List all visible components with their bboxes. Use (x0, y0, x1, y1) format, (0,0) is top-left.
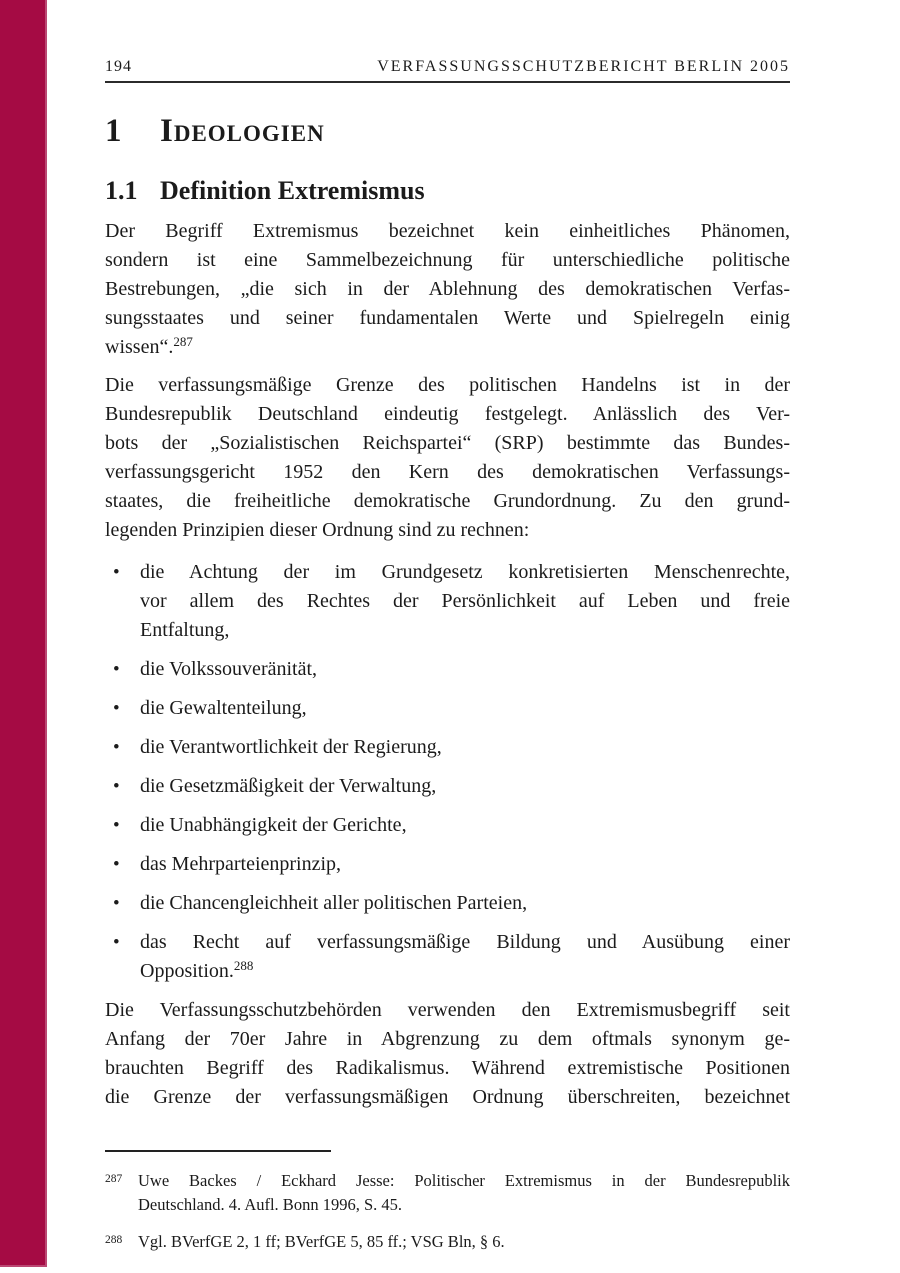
bullet-icon: • (113, 562, 120, 583)
list-item (105, 889, 790, 918)
list-item (105, 928, 790, 986)
list-item (105, 733, 790, 762)
text-line: Deutschland. 4. Aufl. Bonn 1996, S. 45. (138, 1195, 402, 1214)
list-item (105, 772, 790, 801)
footnote-text (138, 1230, 790, 1254)
text-line: das Recht auf verfassungsmäßige Bildung und Ausübung einer (140, 931, 790, 953)
list-item-text (140, 655, 790, 684)
body-content (105, 217, 790, 1112)
subsection-number: 1.1 (105, 176, 138, 205)
text-line: die Unabhängigkeit der Gerichte, (140, 814, 407, 836)
list-item (105, 558, 790, 645)
list-item (105, 811, 790, 840)
page-header (105, 58, 790, 83)
list-item-text (140, 889, 790, 918)
bullet-icon: • (113, 932, 120, 953)
list-item-text (140, 772, 790, 801)
text-line: Die verfassungsmäßige Grenze des politischen Handelns ist in der (105, 374, 790, 396)
list-item (105, 694, 790, 723)
bullet-icon: • (113, 698, 120, 719)
text-line: bots der „Sozialistischen Reichspartei“ (SRP) bestimmte das Bundes- (105, 432, 790, 454)
footnote-area (105, 1150, 790, 1254)
bullet-icon: • (113, 815, 120, 836)
footnote-text (138, 1169, 790, 1217)
running-header-title: VERFASSUNGSSCHUTZBERICHT BERLIN 2005 (377, 58, 790, 75)
text-line: wissen“.$^{287}$ (105, 334, 193, 358)
list-item-text (140, 558, 790, 645)
text-line: die Achtung der im Grundgesetz konkretisierten Menschenrechte, (140, 561, 790, 583)
text-line: die Grenze der verfassungsmäßigen Ordnung überschreiten, bezeichnet (105, 1086, 790, 1108)
text-line: die Volkssouveränität, (140, 658, 318, 680)
bullet-icon: • (113, 737, 120, 758)
footnote-reference: 287 (173, 334, 193, 349)
text-line: Die Verfassungsschutzbehörden verwenden den Extremismusbegriff seit (105, 999, 790, 1021)
section-title: Ideologien (160, 113, 325, 149)
text-line: Uwe Backes / Eckhard Jesse: Politischer Extremismus in der Bundesrepublik (138, 1171, 790, 1190)
footnote-marker: 288 (105, 1234, 123, 1246)
list-item-text (140, 928, 790, 986)
text-line: vor allem des Rechtes der Persönlichkeit auf Leben und freie (140, 590, 790, 612)
text-line: Vgl. BVerfGE 2, 1 ff; BVerfGE 5, 85 ff.; VSG Bln, § 6. (138, 1232, 505, 1251)
list-item-text (140, 811, 790, 840)
text-line: die Verantwortlichkeit der Regierung, (140, 736, 442, 758)
page-number: 194 (105, 58, 132, 75)
subsection-heading (105, 176, 790, 206)
text-line: verfassungsgericht 1952 den Kern des demokratischen Verfassungs- (105, 461, 790, 483)
text-line: die Gewaltenteilung, (140, 697, 307, 719)
paragraph (105, 217, 790, 362)
text-line: Anfang der 70er Jahre in Abgrenzung zu dem oftmals synonym ge- (105, 1028, 790, 1050)
footnote (105, 1169, 790, 1217)
bullet-list (105, 558, 790, 986)
bullet-icon: • (113, 854, 120, 875)
list-item-text (140, 850, 790, 879)
text-line: die Chancengleichheit aller politischen Parteien, (140, 892, 528, 914)
section-number: 1 (105, 113, 122, 149)
list-item-text (140, 694, 790, 723)
list-item (105, 850, 790, 879)
text-line: Der Begriff Extremismus bezeichnet kein einheitliches Phänomen, (105, 220, 790, 242)
text-line: Bestrebungen, „die sich in der Ablehnung des demokratischen Verfas- (105, 278, 790, 300)
list-item (105, 655, 790, 684)
text-line: Opposition.$^{288}$ (140, 958, 254, 982)
bullet-icon: • (113, 893, 120, 914)
footnote (105, 1230, 790, 1254)
text-line: Entfaltung, (140, 619, 230, 641)
footnote-separator-rule (105, 1150, 331, 1152)
text-line: legenden Prinzipien dieser Ordnung sind zu rechnen: (105, 519, 530, 541)
footnote-reference: 288 (233, 958, 254, 973)
text-line: das Mehrparteienprinzip, (140, 853, 342, 875)
section-heading (105, 113, 790, 149)
subsection-title: Definition Extremismus (160, 176, 425, 205)
footnote-marker: 287 (105, 1173, 123, 1185)
bullet-icon: • (113, 776, 120, 797)
text-line: sungsstaates und seiner fundamentalen Werte und Spielregeln einig (105, 307, 790, 329)
text-line: brauchten Begriff des Radikalismus. Während extremistische Positionen (105, 1057, 790, 1079)
text-line: Bundesrepublik Deutschland eindeutig festgelegt. Anlässlich des Ver- (105, 403, 790, 425)
paragraph (105, 371, 790, 545)
bullet-icon: • (113, 659, 120, 680)
text-line: sondern ist eine Sammelbezeichnung für unterschiedliche politische (105, 249, 790, 271)
paragraph (105, 996, 790, 1112)
list-item-text (140, 733, 790, 762)
footnote-list (105, 1169, 790, 1254)
text-line: die Gesetzmäßigkeit der Verwaltung, (140, 775, 437, 797)
text-line: staates, die freiheitliche demokratische Grundordnung. Zu den grund- (105, 490, 790, 512)
